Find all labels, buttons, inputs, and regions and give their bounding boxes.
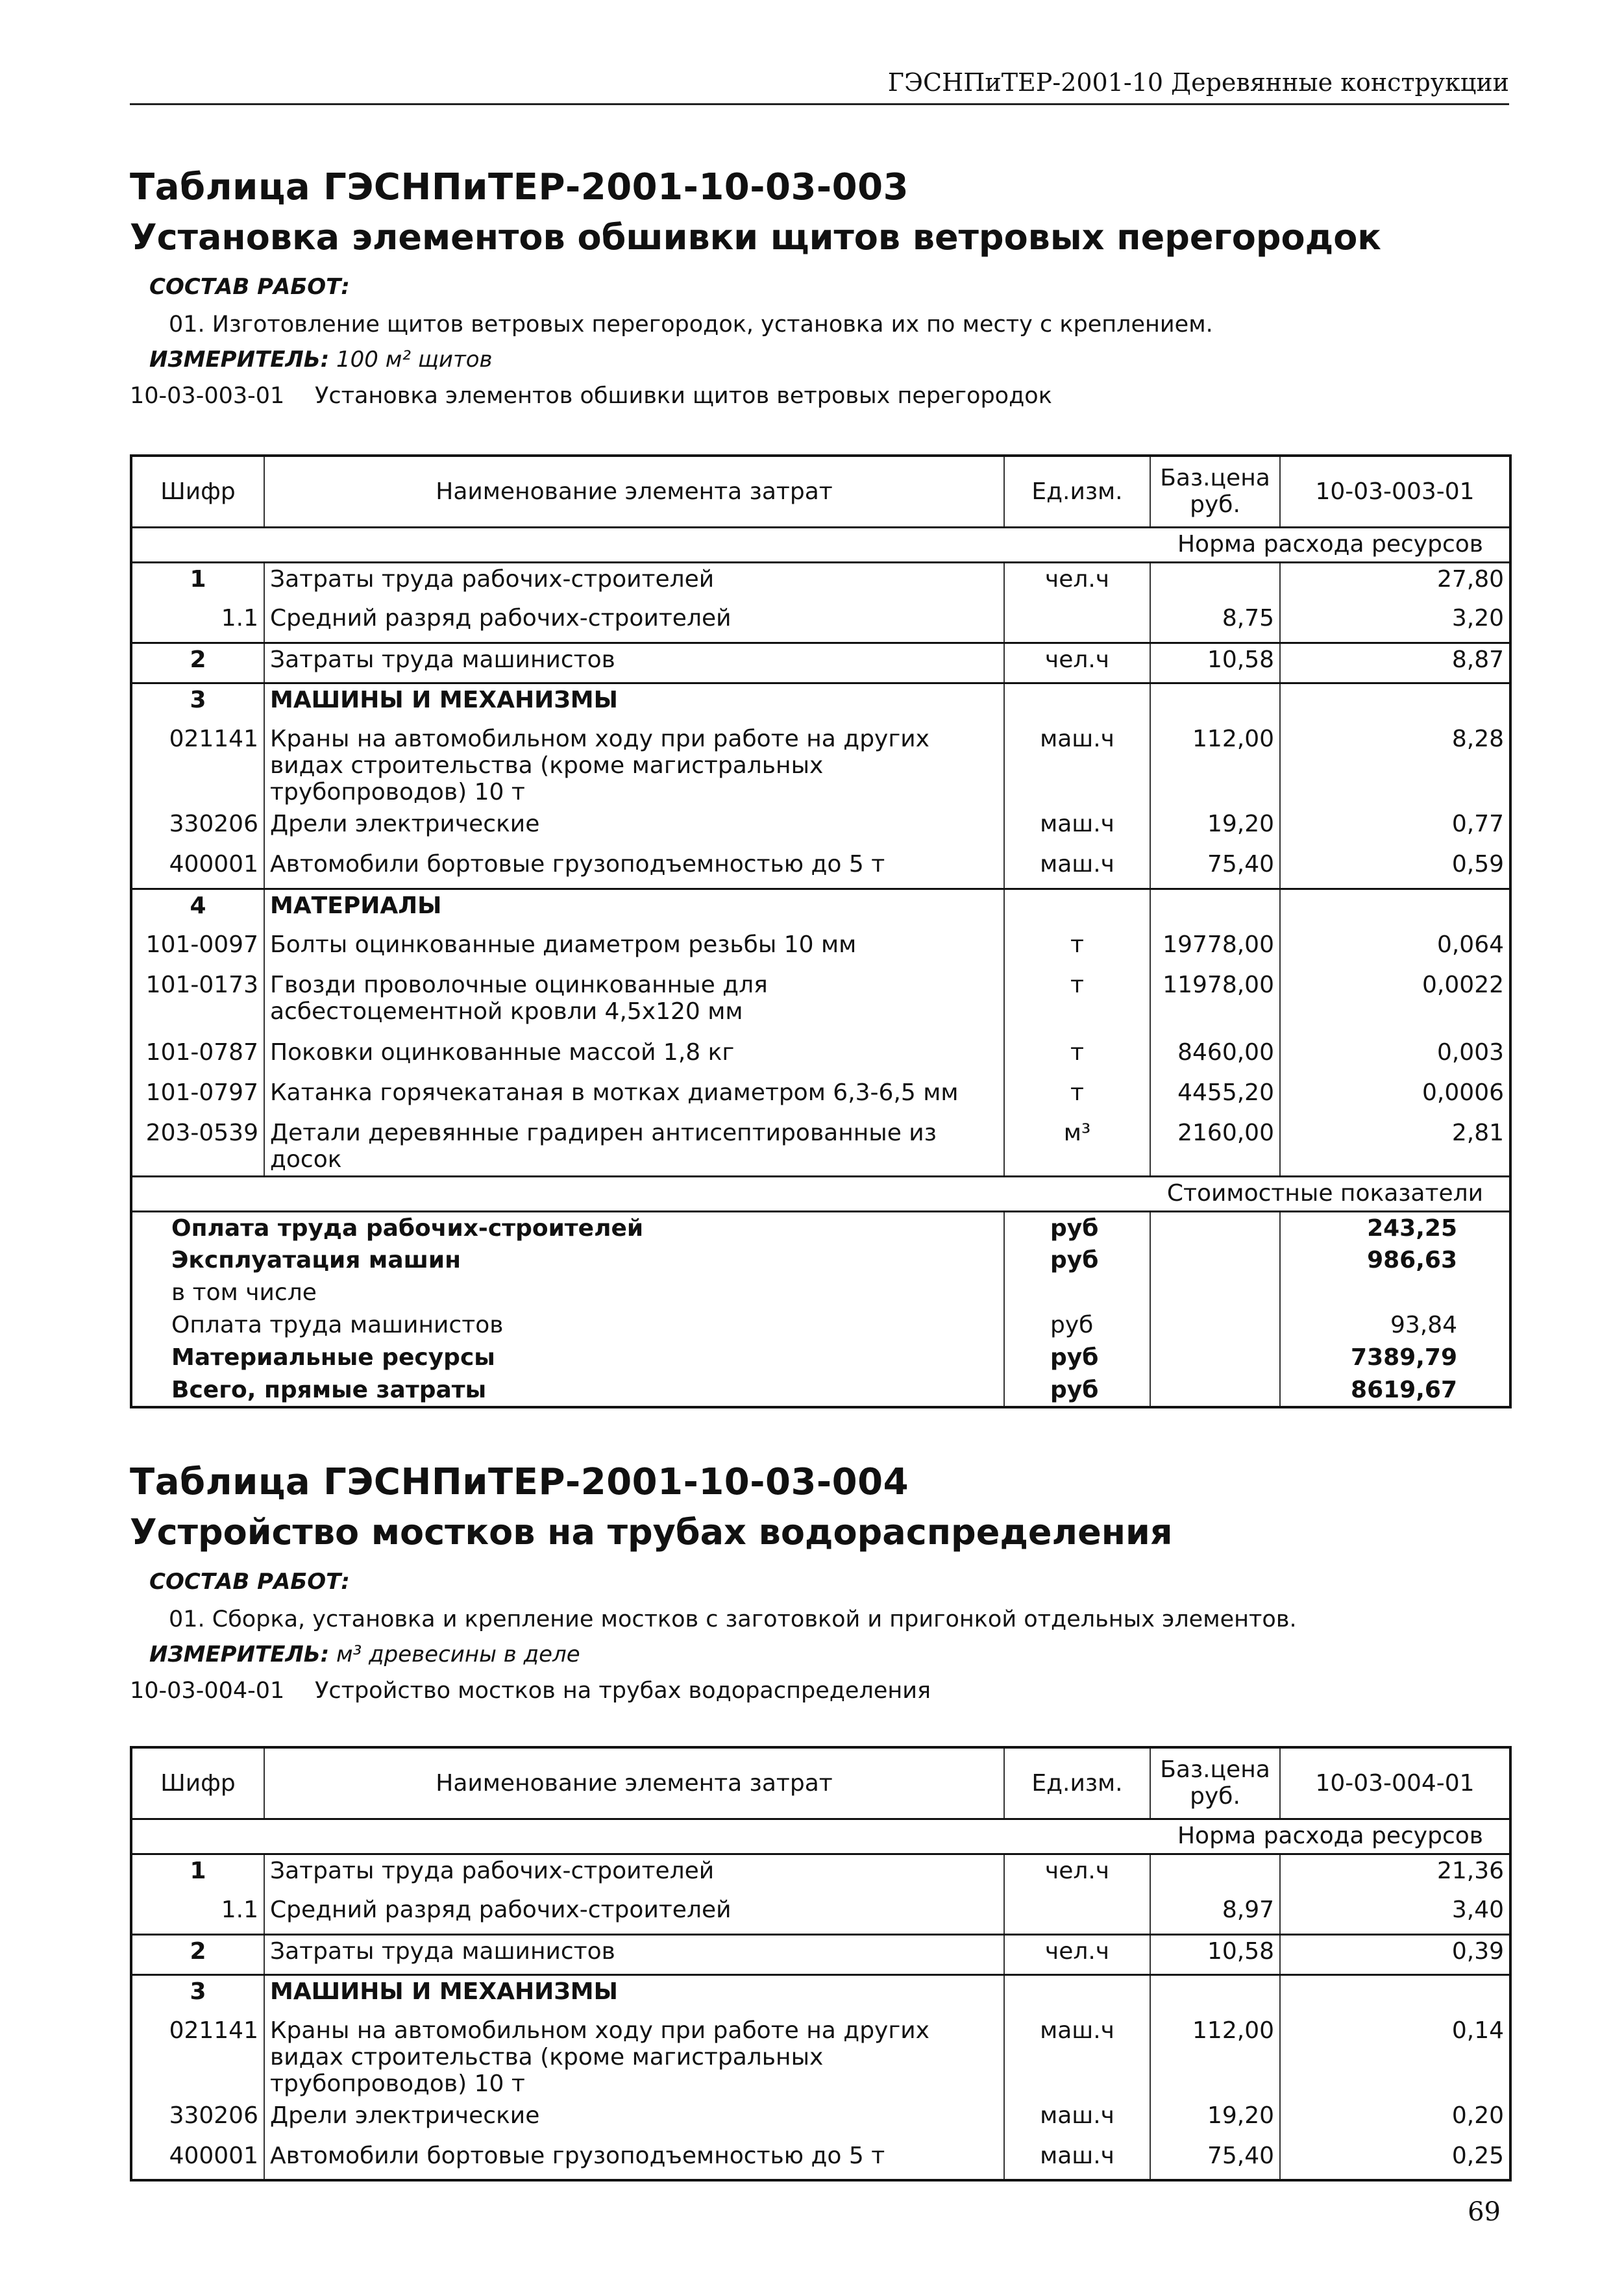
row-code: 4 — [131, 889, 264, 929]
row-unit: чел.ч — [1004, 1934, 1150, 1974]
row-price: 75,40 — [1150, 848, 1280, 889]
row-code: 330206 — [131, 2100, 264, 2140]
row-price: 112,00 — [1150, 2015, 1280, 2100]
row-price: 19778,00 — [1150, 929, 1280, 969]
table1-measure-label: ИЗМЕРИТЕЛЬ: — [149, 347, 330, 373]
row-unit: маш.ч — [1004, 2100, 1150, 2140]
row-name: Затраты труда машинистов — [264, 643, 1004, 683]
row-code: 021141 — [131, 2015, 264, 2100]
table1-measure-value: 100 м² щитов — [336, 347, 493, 373]
row-name: Гвозди проволочные оцинкованные для асбестоцементной кровли 4,5х120 мм — [264, 969, 1004, 1037]
row-unit: маш.ч — [1004, 2015, 1150, 2100]
table1-line-code: 10-03-003-01 — [130, 383, 285, 409]
row-code: 400001 — [131, 2140, 264, 2180]
summary-label: Материальные ресурсы — [171, 1344, 495, 1371]
row-code: 1.1 — [131, 1894, 264, 1934]
header-unit: Ед.изм. — [1004, 1747, 1150, 1819]
row-value: 0,77 — [1280, 808, 1510, 848]
table2-composition-label: СОСТАВ РАБОТ: — [149, 1569, 350, 1595]
row-name: Дрели электрические — [264, 808, 1004, 848]
summary-unit: руб — [1004, 1374, 1150, 1407]
row-code: 101-0173 — [131, 969, 264, 1037]
summary-label: Всего, прямые затраты — [171, 1377, 487, 1403]
row-value: 0,39 — [1280, 1934, 1510, 1974]
row-value: 0,0006 — [1280, 1077, 1510, 1117]
row-code: 101-0797 — [131, 1077, 264, 1117]
summary-value: 986,63 — [1367, 1247, 1457, 1273]
table1-title: Таблица ГЭСНПиТЕР-2001-10-03-003 — [130, 166, 909, 208]
row-unit: маш.ч — [1004, 723, 1150, 808]
row-code: 1 — [131, 562, 264, 602]
table2-measure-value: м³ древесины в деле — [336, 1641, 580, 1667]
header-price: Баз.цена руб. — [1150, 456, 1280, 527]
summary-label: Эксплуатация машин — [171, 1247, 461, 1273]
table2-line-code: 10-03-004-01 — [130, 1678, 285, 1704]
row-code: 101-0787 — [131, 1037, 264, 1077]
row-name: Затраты труда рабочих-строителей — [264, 562, 1004, 602]
row-value: 0,59 — [1280, 848, 1510, 889]
summary-unit: руб — [1004, 1309, 1150, 1342]
row-price: 19,20 — [1150, 2100, 1280, 2140]
row-code: 021141 — [131, 723, 264, 808]
table2-measure-label: ИЗМЕРИТЕЛЬ: — [149, 1641, 330, 1667]
row-value: 27,80 — [1280, 562, 1510, 602]
row-code: 1.1 — [131, 602, 264, 643]
row-value: 2,81 — [1280, 1117, 1510, 1177]
table1-subtitle: Установка элементов обшивки щитов ветровых перегородок — [130, 217, 1381, 258]
table1-composition-label: СОСТАВ РАБОТ: — [149, 274, 350, 300]
row-price: 8,97 — [1150, 1894, 1280, 1934]
row-price — [1150, 1974, 1280, 2015]
summary-value — [1280, 1277, 1510, 1309]
row-price: 4455,20 — [1150, 1077, 1280, 1117]
row-unit: чел.ч — [1004, 562, 1150, 602]
row-unit — [1004, 1974, 1150, 2015]
summary-label: Оплата труда рабочих-строителей — [171, 1215, 644, 1242]
norm-label: Норма расхода ресурсов — [131, 527, 1510, 562]
row-value: 0,14 — [1280, 2015, 1510, 2100]
header-norm: 10-03-004-01 — [1280, 1747, 1510, 1819]
row-name: Детали деревянные градирен антисептированные из досок — [264, 1117, 1004, 1177]
row-unit: т — [1004, 1037, 1150, 1077]
table2-line-name: Устройство мостков на трубах водораспределения — [315, 1678, 931, 1704]
row-price: 10,58 — [1150, 643, 1280, 683]
row-price — [1150, 683, 1280, 723]
row-price: 75,40 — [1150, 2140, 1280, 2180]
summary-unit: руб — [1004, 1342, 1150, 1374]
row-value: 21,36 — [1280, 1854, 1510, 1894]
table2-composition-item: 01. Сборка, установка и крепление мостков с заготовкой и пригонкой отдельных элементов. — [169, 1606, 1297, 1632]
row-code: 400001 — [131, 848, 264, 889]
row-value: 0,003 — [1280, 1037, 1510, 1077]
table1-line-name: Установка элементов обшивки щитов ветровых перегородок — [315, 383, 1052, 409]
row-unit: т — [1004, 929, 1150, 969]
table2 — [130, 1746, 1512, 2182]
row-code: 3 — [131, 1974, 264, 2015]
summary-unit — [1004, 1277, 1150, 1309]
row-name: Краны на автомобильном ходу при работе на других видах строительства (кроме магистральных трубопроводов) 10 т — [264, 723, 1004, 808]
row-value — [1280, 683, 1510, 723]
table2-subtitle: Устройство мостков на трубах водораспределения — [130, 1512, 1173, 1553]
header-code: Шифр — [131, 1747, 264, 1819]
row-price: 19,20 — [1150, 808, 1280, 848]
row-value — [1280, 1974, 1510, 2015]
row-value: 3,20 — [1280, 602, 1510, 643]
row-price — [1150, 889, 1280, 929]
table1-composition-item: 01. Изготовление щитов ветровых перегородок, установка их по месту с креплением. — [169, 312, 1213, 338]
row-code: 203-0539 — [131, 1117, 264, 1177]
row-price: 8460,00 — [1150, 1037, 1280, 1077]
row-code: 2 — [131, 1934, 264, 1974]
row-unit: чел.ч — [1004, 1854, 1150, 1894]
row-unit — [1004, 1894, 1150, 1934]
summary-label: в том числе — [171, 1279, 317, 1306]
row-unit: маш.ч — [1004, 808, 1150, 848]
row-value: 0,0022 — [1280, 969, 1510, 1037]
row-name: Болты оцинкованные диаметром резьбы 10 мм — [264, 929, 1004, 969]
row-unit: маш.ч — [1004, 848, 1150, 889]
table1-intro — [130, 162, 1509, 409]
header-code: Шифр — [131, 456, 264, 527]
row-code: 330206 — [131, 808, 264, 848]
row-value: 0,25 — [1280, 2140, 1510, 2180]
row-value: 0,20 — [1280, 2100, 1510, 2140]
header-name: Наименование элемента затрат — [264, 456, 1004, 527]
row-price — [1150, 1854, 1280, 1894]
row-unit: маш.ч — [1004, 2140, 1150, 2180]
summary-unit: руб — [1004, 1212, 1150, 1245]
row-value: 0,064 — [1280, 929, 1510, 969]
table2-measure — [149, 1641, 1509, 1667]
row-price: 10,58 — [1150, 1934, 1280, 1974]
row-unit: чел.ч — [1004, 643, 1150, 683]
header-norm: 10-03-003-01 — [1280, 456, 1510, 527]
row-unit — [1004, 889, 1150, 929]
row-unit: м³ — [1004, 1117, 1150, 1177]
row-name: Затраты труда машинистов — [264, 1934, 1004, 1974]
row-name: Поковки оцинкованные массой 1,8 кг — [264, 1037, 1004, 1077]
row-price: 11978,00 — [1150, 969, 1280, 1037]
header-name: Наименование элемента затрат — [264, 1747, 1004, 1819]
row-name: Дрели электрические — [264, 2100, 1004, 2140]
row-unit: т — [1004, 969, 1150, 1037]
row-price: 2160,00 — [1150, 1117, 1280, 1177]
table1-code-line — [130, 383, 1509, 409]
running-head: ГЭСНПиТЕР-2001-10 Деревянные конструкции — [130, 68, 1509, 105]
row-name: Средний разряд рабочих-строителей — [264, 1894, 1004, 1934]
row-unit — [1004, 602, 1150, 643]
row-name: Катанка горячекатаная в мотках диаметром 6,3-6,5 мм — [264, 1077, 1004, 1117]
row-code: 101-0097 — [131, 929, 264, 969]
summary-value: 7389,79 — [1351, 1344, 1457, 1371]
header-unit: Ед.изм. — [1004, 456, 1150, 527]
summary-value: 8619,67 — [1351, 1377, 1457, 1403]
page-number: 69 — [1468, 2197, 1501, 2227]
summary-value: 93,84 — [1390, 1312, 1457, 1338]
row-name: Автомобили бортовые грузоподъемностью до 5 т — [264, 2140, 1004, 2180]
table2-title: Таблица ГЭСНПиТЕР-2001-10-03-004 — [130, 1461, 909, 1503]
row-code: 3 — [131, 683, 264, 723]
norm-label: Норма расхода ресурсов — [131, 1819, 1510, 1854]
row-unit — [1004, 683, 1150, 723]
row-name: МАШИНЫ И МЕХАНИЗМЫ — [264, 1974, 1004, 2015]
row-value: 8,87 — [1280, 643, 1510, 683]
row-name: Средний разряд рабочих-строителей — [264, 602, 1004, 643]
row-name: Затраты труда рабочих-строителей — [264, 1854, 1004, 1894]
table1-measure — [149, 347, 1509, 373]
row-price — [1150, 562, 1280, 602]
summary-unit: руб — [1004, 1244, 1150, 1277]
row-value: 8,28 — [1280, 723, 1510, 808]
row-code: 2 — [131, 643, 264, 683]
summary-value: 243,25 — [1367, 1215, 1457, 1242]
row-value — [1280, 889, 1510, 929]
row-price: 8,75 — [1150, 602, 1280, 643]
row-price: 112,00 — [1150, 723, 1280, 808]
table1 — [130, 454, 1512, 1408]
table2-code-line — [130, 1678, 1509, 1704]
row-name: МАТЕРИАЛЫ — [264, 889, 1004, 929]
table2-intro — [130, 1457, 1509, 1704]
row-name: Автомобили бортовые грузоподъемностью до 5 т — [264, 848, 1004, 889]
cost-label: Стоимостные показатели — [131, 1177, 1510, 1212]
row-name: МАШИНЫ И МЕХАНИЗМЫ — [264, 683, 1004, 723]
header-price: Баз.цена руб. — [1150, 1747, 1280, 1819]
row-code: 1 — [131, 1854, 264, 1894]
summary-label: Оплата труда машинистов — [171, 1312, 504, 1338]
row-unit: т — [1004, 1077, 1150, 1117]
row-value: 3,40 — [1280, 1894, 1510, 1934]
row-name: Краны на автомобильном ходу при работе на других видах строительства (кроме магистральных трубопроводов) 10 т — [264, 2015, 1004, 2100]
